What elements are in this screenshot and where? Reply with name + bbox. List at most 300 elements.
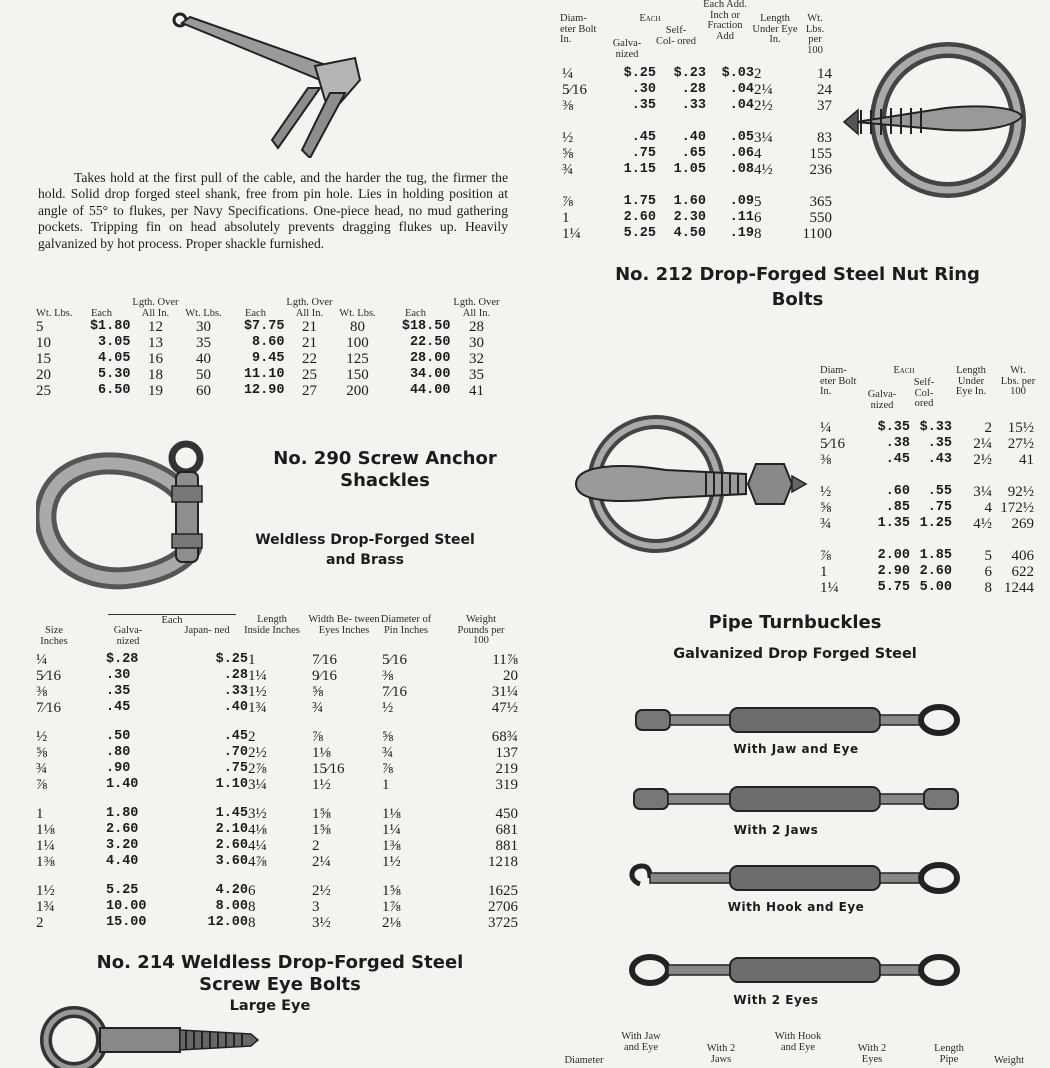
ringbolts-table xyxy=(562,66,832,242)
table-cell: 1.45 xyxy=(215,806,248,821)
table-cell: 2.60 xyxy=(623,210,656,225)
table-cell: 5.30 xyxy=(98,367,131,382)
table-row xyxy=(36,915,518,931)
group-spacer xyxy=(820,532,1034,548)
table-cell: 2¼ xyxy=(973,436,992,452)
table-cell: 24 xyxy=(817,82,832,98)
table-cell: 5⁄16 xyxy=(382,652,408,668)
table-cell: ⅜ xyxy=(382,668,394,684)
table-cell: 6 xyxy=(248,883,256,899)
table-cell: 50 xyxy=(195,367,211,383)
table-row xyxy=(820,420,1034,436)
table-cell: ½ xyxy=(382,700,394,716)
table-cell: 5 xyxy=(754,194,762,210)
table-cell: 1.10 xyxy=(215,777,248,792)
table-cell: 5.25 xyxy=(106,883,139,898)
table-cell: 1⅝ xyxy=(312,806,331,822)
table-cell: .04 xyxy=(729,98,754,113)
table-cell: 16 xyxy=(147,351,163,367)
table-cell: 20 xyxy=(36,367,51,383)
table-row xyxy=(820,580,1034,596)
anchor-col-wt: Wt. Lbs. xyxy=(185,307,222,319)
group-spacer xyxy=(562,178,832,194)
table-cell: 150 xyxy=(346,367,369,383)
table-cell: 8 xyxy=(984,580,992,596)
table-row xyxy=(36,668,518,684)
turnbuckle-caption-two-jaws: With 2 Jaws xyxy=(733,823,819,837)
table-cell: .60 xyxy=(885,484,910,499)
table-cell: $.25 xyxy=(215,652,248,667)
group-spacer xyxy=(36,870,518,883)
table-row xyxy=(36,700,518,716)
table-cell: 1⅜ xyxy=(382,838,401,854)
table-row xyxy=(36,652,518,668)
table-cell: .80 xyxy=(106,745,131,760)
table-row xyxy=(820,564,1034,580)
table-cell: 219 xyxy=(495,761,518,777)
table-cell: 2½ xyxy=(312,883,331,899)
table-cell: 1¼ xyxy=(820,580,839,596)
table-cell: .30 xyxy=(631,82,656,97)
table-row xyxy=(820,484,1034,500)
table-row xyxy=(36,351,502,367)
table-cell: 5⁄16 xyxy=(820,436,846,452)
table-row xyxy=(36,822,518,838)
table-cell: ⅝ xyxy=(312,684,324,700)
table-cell: 15⁄16 xyxy=(312,761,345,777)
table-cell: 5⁄16 xyxy=(36,668,62,684)
table-cell: 1½ xyxy=(36,883,55,899)
table-cell: 125 xyxy=(346,351,369,367)
table-cell: 31¼ xyxy=(491,684,518,700)
table-cell: 20 xyxy=(503,668,518,684)
table-cell: .33 xyxy=(223,684,248,699)
table-cell: 236 xyxy=(809,162,832,178)
table-cell: 4.50 xyxy=(673,226,706,241)
table-cell: 2 xyxy=(754,66,762,82)
table-cell: $7.75 xyxy=(243,319,285,334)
table-row xyxy=(36,854,518,870)
table-cell: 5.00 xyxy=(919,580,952,595)
table-cell: 25 xyxy=(36,383,51,399)
table-cell: 5 xyxy=(984,548,992,564)
table-cell: 6 xyxy=(984,564,992,580)
table-row xyxy=(820,452,1034,468)
table-cell: .45 xyxy=(106,700,131,715)
table-cell: .40 xyxy=(223,700,248,715)
table-cell: 6 xyxy=(754,210,762,226)
table-row xyxy=(562,66,832,82)
table-cell: 5.25 xyxy=(623,226,656,241)
table-cell: 14 xyxy=(817,66,832,82)
anchor-table-body xyxy=(36,319,502,399)
table-cell: 1¾ xyxy=(36,899,55,915)
ring2-col-self: Self- Col- ored xyxy=(913,377,935,409)
table-cell: 319 xyxy=(495,777,518,793)
table-row xyxy=(562,194,832,210)
shackles-table-body xyxy=(36,652,518,931)
table-cell: $1.80 xyxy=(89,319,131,334)
table-cell: ⅝ xyxy=(562,146,574,162)
shackle-col-japan: Japan- ned xyxy=(184,625,230,636)
table-cell: 8.00 xyxy=(215,899,248,914)
anchor-description: Takes hold at the first pull of the cable, and the harder the tug, the firmer the hold. Solid drop forged steel shank, free from pin hole. Lies in holding position at angle of 55° to flukes, per Navy Specifications. One-piece head, no mud gathering pockets. Tripping fin on head absolutely prevents dragging flukes up. Heavily galvanized by hot process. Proper shackle furnished. xyxy=(38,170,508,251)
table-cell: 8 xyxy=(754,226,762,242)
table-cell: 1½ xyxy=(382,854,401,870)
table-cell: 200 xyxy=(346,383,369,399)
table-cell: 3725 xyxy=(488,915,518,931)
table-cell: 12 xyxy=(147,319,163,335)
table-cell: .05 xyxy=(729,130,754,145)
table-cell: 1¼ xyxy=(248,668,267,684)
table-cell: 1.75 xyxy=(623,194,656,209)
table-cell: .28 xyxy=(223,668,248,683)
ring2-col-diam: Diam- eter Bolt In. xyxy=(820,365,857,397)
table-row xyxy=(820,548,1034,564)
table-cell: 1.05 xyxy=(673,162,706,177)
table-row xyxy=(562,146,832,162)
table-cell: .11 xyxy=(729,210,754,225)
table-cell: $.33 xyxy=(919,420,952,435)
table-cell: 9.45 xyxy=(252,351,285,366)
table-cell: 44.00 xyxy=(409,383,451,398)
table-row xyxy=(562,162,832,178)
table-cell: ⅞ xyxy=(36,777,48,793)
table-cell: 3.20 xyxy=(106,838,139,853)
shackle-col-size: Size Inches xyxy=(40,625,68,647)
table-cell: 137 xyxy=(495,745,518,761)
table-cell: ⅝ xyxy=(36,745,48,761)
table-cell: 3 xyxy=(312,899,320,915)
table-cell: 2¼ xyxy=(754,82,773,98)
table-cell: 8 xyxy=(248,915,256,931)
anchor-col-lgth: Lgth. Over All In. xyxy=(132,297,179,319)
table-cell: 1¼ xyxy=(562,226,581,242)
table-cell: ½ xyxy=(562,130,574,146)
anchor-col-each: Each xyxy=(404,307,426,319)
table-cell: 10.00 xyxy=(106,899,147,914)
table-cell: .09 xyxy=(729,194,754,209)
table-cell: .45 xyxy=(631,130,656,145)
table-cell: ¼ xyxy=(36,652,48,668)
shackle-col-galv: Galva- nized xyxy=(113,625,143,647)
table-cell: 1.85 xyxy=(919,548,952,563)
table-cell: 11⅞ xyxy=(492,652,518,668)
table-cell: 1 xyxy=(248,652,256,668)
table-cell: ⅞ xyxy=(562,194,574,210)
table-cell: .35 xyxy=(631,98,656,113)
table-cell: 2.60 xyxy=(106,822,139,837)
anchor-col-wt: Wt. Lbs. xyxy=(36,307,73,319)
ringbolts2-table-body xyxy=(820,420,1034,596)
table-cell: 1⅜ xyxy=(36,854,55,870)
table-cell: 15 xyxy=(36,351,51,367)
table-cell: 11.10 xyxy=(243,367,285,382)
table-cell: 9⁄16 xyxy=(312,668,338,684)
table-cell: 3½ xyxy=(312,915,331,931)
table-cell: 40 xyxy=(195,351,211,367)
table-cell: .35 xyxy=(106,684,131,699)
table-cell: .75 xyxy=(927,500,952,515)
table-row xyxy=(820,516,1034,532)
eyebolts-title: No. 214 Weldless Drop-Forged Steel Screw Eye Bolts xyxy=(96,952,464,995)
table-cell: ⅜ xyxy=(562,98,574,114)
table-cell: 41 xyxy=(1019,452,1034,468)
table-cell: 7⁄16 xyxy=(382,684,408,700)
table-cell: 4⅞ xyxy=(248,854,267,870)
table-cell: 2 xyxy=(984,420,992,436)
ring-col-self: Self- Col- ored xyxy=(656,25,696,47)
table-row xyxy=(36,838,518,854)
ring-col-length: Length Under Eye In. xyxy=(752,13,798,45)
table-row xyxy=(36,684,518,700)
table-cell: .43 xyxy=(927,452,952,467)
table-cell: 1625 xyxy=(488,883,518,899)
table-row xyxy=(562,210,832,226)
table-cell: 3.60 xyxy=(215,854,248,869)
table-cell: 2½ xyxy=(973,452,992,468)
shackle-col-each: Each xyxy=(108,614,236,627)
anchor-col-each: Each xyxy=(90,307,112,319)
table-cell: .45 xyxy=(223,729,248,744)
table-cell: 4¼ xyxy=(248,838,267,854)
table-cell: 47½ xyxy=(491,700,518,716)
turnbuckle-hook-eye-illustration xyxy=(626,858,966,898)
table-cell: 2 xyxy=(312,838,320,854)
table-cell: 4.20 xyxy=(215,883,248,898)
table-cell: 406 xyxy=(1011,548,1034,564)
table-cell: 22 xyxy=(301,351,317,367)
table-cell: 2.10 xyxy=(215,822,248,837)
table-cell: 1⅛ xyxy=(382,806,401,822)
turnbuckle-col-hook-eye: With Hook and Eye xyxy=(774,1031,822,1053)
table-cell: 8.60 xyxy=(252,335,285,350)
table-cell: ½ xyxy=(36,729,48,745)
table-cell: ⅝ xyxy=(820,500,832,516)
table-cell: 15.00 xyxy=(106,915,147,930)
table-cell: 30 xyxy=(195,319,211,335)
table-cell: 3¼ xyxy=(754,130,773,146)
table-cell: ¾ xyxy=(36,761,48,777)
table-cell: 1.60 xyxy=(673,194,706,209)
table-cell: 1¼ xyxy=(382,822,401,838)
anchor-illustration xyxy=(150,8,380,158)
table-cell: .40 xyxy=(681,130,706,145)
ring2-col-wt: Wt. Lbs. per 100 xyxy=(1000,365,1036,397)
table-cell: ¼ xyxy=(820,420,832,436)
table-cell: 4⅛ xyxy=(248,822,267,838)
table-row xyxy=(36,745,518,761)
table-cell: 5.75 xyxy=(877,580,910,595)
table-cell: .45 xyxy=(885,452,910,467)
turnbuckle-two-jaws-illustration xyxy=(626,779,966,819)
table-cell: ¼ xyxy=(562,66,574,82)
table-cell: .65 xyxy=(681,146,706,161)
table-cell: 4 xyxy=(754,146,762,162)
shackle-col-pin: Diameter of Pin Inches xyxy=(380,614,432,636)
table-cell: $.25 xyxy=(623,66,656,81)
ring-col-diam: Diam- eter Bolt In. xyxy=(560,13,597,45)
ring-col-galv: Galva- nized xyxy=(612,38,642,60)
table-cell: ¾ xyxy=(382,745,394,761)
table-cell: ¾ xyxy=(562,162,574,178)
table-cell: 12.90 xyxy=(243,383,285,398)
turnbuckle-caption-two-eyes: With 2 Eyes xyxy=(733,993,819,1007)
table-cell: 22.50 xyxy=(409,335,451,350)
table-cell: ⅞ xyxy=(820,548,832,564)
table-cell: 4½ xyxy=(754,162,773,178)
table-cell: .19 xyxy=(729,226,754,241)
table-cell: ⅞ xyxy=(382,761,394,777)
table-cell: 83 xyxy=(817,130,832,146)
table-cell: 68¾ xyxy=(491,729,518,745)
group-spacer xyxy=(36,793,518,806)
table-cell: $.35 xyxy=(877,420,910,435)
table-cell: 3¼ xyxy=(973,484,992,500)
table-cell: 1½ xyxy=(312,777,331,793)
table-cell: 2.60 xyxy=(215,838,248,853)
shackle-col-width: Width Be- tween Eyes Inches xyxy=(308,614,380,636)
eyebolts-subtitle: Large Eye xyxy=(229,998,311,1014)
table-cell: 172½ xyxy=(1000,500,1034,516)
table-cell: 2 xyxy=(248,729,256,745)
table-row xyxy=(36,761,518,777)
ring-col-add: Each Add. Inch or Fraction Add xyxy=(703,0,747,42)
table-cell: 2.60 xyxy=(919,564,952,579)
table-cell: 1⅛ xyxy=(312,745,331,761)
table-cell: 1 xyxy=(382,777,390,793)
turnbuckle-col-two-eyes: With 2 Eyes xyxy=(857,1043,887,1065)
table-row xyxy=(562,130,832,146)
table-cell: 1100 xyxy=(802,226,832,242)
table-cell: 1.15 xyxy=(623,162,656,177)
table-cell: .85 xyxy=(885,500,910,515)
table-cell: 6.50 xyxy=(98,383,131,398)
table-cell: .08 xyxy=(729,162,754,177)
shackle-col-length: Length Inside Inches xyxy=(244,614,300,636)
table-cell: $.23 xyxy=(673,66,706,81)
table-row xyxy=(36,883,518,899)
table-cell: 3½ xyxy=(248,806,267,822)
table-cell: .30 xyxy=(106,668,131,683)
turnbuckle-col-length-pipe: Length Pipe xyxy=(934,1043,964,1065)
table-cell: .70 xyxy=(223,745,248,760)
table-cell: 7⁄16 xyxy=(36,700,62,716)
turnbuckles-subtitle: Galvanized Drop Forged Steel xyxy=(673,646,917,662)
table-cell: 18 xyxy=(147,367,163,383)
table-cell: 1244 xyxy=(1004,580,1034,596)
group-spacer xyxy=(562,114,832,130)
turnbuckle-col-two-jaws: With 2 Jaws xyxy=(706,1043,736,1065)
anchor-col-each: Each xyxy=(244,307,266,319)
table-cell: 80 xyxy=(349,319,365,335)
anchor-price-table xyxy=(36,298,502,399)
table-cell: .55 xyxy=(927,484,952,499)
table-cell: 622 xyxy=(1011,564,1034,580)
table-row xyxy=(562,82,832,98)
ringbolts2-table xyxy=(820,420,1034,596)
table-cell: 2.00 xyxy=(877,548,910,563)
table-cell: 2½ xyxy=(754,98,773,114)
table-cell: .75 xyxy=(631,146,656,161)
table-cell: 4.05 xyxy=(98,351,131,366)
table-cell: 8 xyxy=(248,899,256,915)
table-cell: 4 xyxy=(984,500,992,516)
ringbolts-table-body xyxy=(562,66,832,242)
shackles-title: No. 290 Screw Anchor Shackles xyxy=(273,448,497,491)
table-cell: 35 xyxy=(195,335,211,351)
ring-col-wt: Wt. Lbs. per 100 xyxy=(805,13,825,56)
table-cell: 4.40 xyxy=(106,854,139,869)
table-row xyxy=(36,899,518,915)
turnbuckle-col-jaw-eye: With Jaw and Eye xyxy=(621,1031,661,1053)
table-cell: 2.30 xyxy=(673,210,706,225)
table-cell: 28.00 xyxy=(409,351,451,366)
table-cell: .38 xyxy=(885,436,910,451)
table-cell: 681 xyxy=(495,822,518,838)
table-cell: 21 xyxy=(301,319,317,335)
ring-bolt-illustration-middle xyxy=(556,404,811,564)
table-cell: .04 xyxy=(729,82,754,97)
anchor-col-lgth: Lgth. Over All In. xyxy=(286,297,333,319)
table-cell: 1.35 xyxy=(877,516,910,531)
ring2-col-length: Length Under Eye In. xyxy=(955,365,987,397)
table-cell: ¾ xyxy=(820,516,832,532)
table-cell: 550 xyxy=(809,210,832,226)
table-cell: .90 xyxy=(106,761,131,776)
table-cell: 27½ xyxy=(1007,436,1034,452)
table-row xyxy=(562,226,832,242)
table-row xyxy=(36,335,502,351)
turnbuckle-caption-jaw-eye: With Jaw and Eye xyxy=(733,742,859,756)
table-cell: 2½ xyxy=(248,745,267,761)
table-cell: 32 xyxy=(468,351,484,367)
anchor-header-row xyxy=(36,298,502,319)
table-cell: 1½ xyxy=(248,684,267,700)
table-cell: 2⅞ xyxy=(248,761,267,777)
group-spacer xyxy=(36,716,518,729)
turnbuckle-col-diameter: Diameter xyxy=(564,1055,604,1066)
table-row xyxy=(36,319,502,335)
table-cell: 37 xyxy=(817,98,832,114)
turnbuckle-two-eyes-illustration xyxy=(626,950,966,990)
ring-bolt-illustration-top xyxy=(836,38,1041,208)
table-cell: 15½ xyxy=(1007,420,1034,436)
table-cell: $.03 xyxy=(721,66,754,81)
table-cell: 1⅛ xyxy=(36,822,55,838)
table-row xyxy=(36,367,502,383)
table-cell: 21 xyxy=(301,335,317,351)
table-row xyxy=(36,383,502,399)
table-cell: 1⅞ xyxy=(382,899,401,915)
table-cell: ⅝ xyxy=(382,729,394,745)
table-cell: 1.40 xyxy=(106,777,139,792)
table-row xyxy=(36,729,518,745)
table-cell: 1.80 xyxy=(106,806,139,821)
table-cell: ⅞ xyxy=(312,729,324,745)
table-cell: 41 xyxy=(468,383,484,399)
table-cell: 269 xyxy=(1011,516,1034,532)
table-cell: 1.25 xyxy=(919,516,952,531)
table-cell: $.28 xyxy=(106,652,139,667)
table-row xyxy=(36,806,518,822)
table-cell: 1 xyxy=(36,806,44,822)
table-cell: 1¼ xyxy=(36,838,55,854)
table-cell: .50 xyxy=(106,729,131,744)
table-cell: 5⁄16 xyxy=(562,82,588,98)
ring2-col-each: Each xyxy=(893,365,915,376)
table-cell: ½ xyxy=(820,484,832,500)
